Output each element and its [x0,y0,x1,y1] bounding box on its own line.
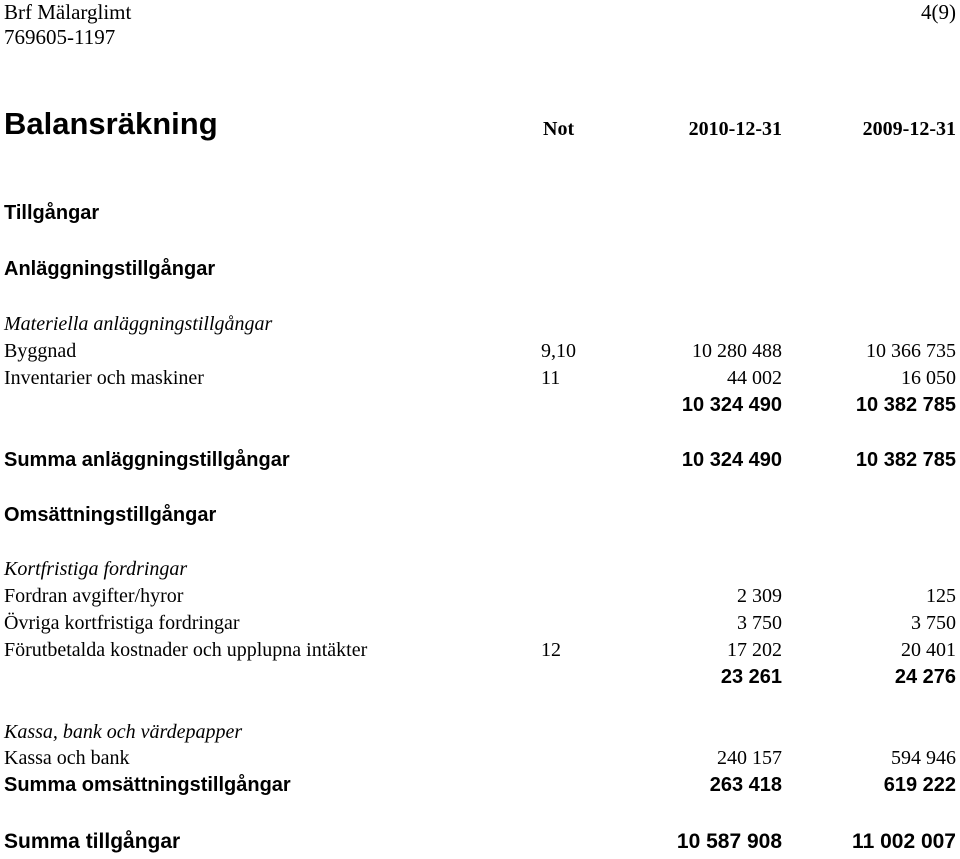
section-heading-current-assets [0,502,960,528]
subtotal-row [0,392,960,418]
row-value-year2: 619 222 [883,774,956,796]
section-heading-assets [0,200,960,226]
row-note: 11 [541,367,561,389]
row-label: Byggnad [4,340,77,362]
column-header-note: Not [543,118,575,140]
row-value-year1: 10 324 490 [681,449,782,471]
row-value-year2: 594 946 [891,747,956,769]
row-value-year2: 10 382 785 [855,394,956,416]
table-row [0,583,960,609]
row-value-year1: 2 309 [737,585,782,607]
row-value-year1: 10 587 908 [676,830,782,853]
row-value-year2: 10 366 735 [866,340,956,362]
row-value-year1: 10 324 490 [681,394,782,416]
table-row [0,365,960,391]
row-note: 12 [541,639,561,661]
column-header-year2: 2009-12-31 [862,118,956,140]
row-value-year2: 10 382 785 [855,449,956,471]
subsection-label: Kassa, bank och värdepapper [4,721,243,743]
total-row [0,447,960,473]
row-value-year2: 16 050 [901,367,956,389]
row-value-year1: 10 280 488 [692,340,782,362]
row-value-year1: 263 418 [709,774,782,796]
subsection-heading-cash [0,719,960,745]
subtotal-row [0,664,960,690]
row-value-year1: 240 157 [717,747,782,769]
table-row [0,745,960,771]
page-number: 4(9) [921,0,956,24]
table-row [0,338,960,364]
row-value-year2: 125 [926,585,956,607]
row-label: Övriga kortfristiga fordringar [4,612,240,634]
row-value-year1: 44 002 [727,367,782,389]
row-note: 9,10 [541,340,576,362]
organization-number: 769605-1197 [4,25,116,49]
column-header-year1: 2010-12-31 [688,118,782,140]
subsection-label: Kortfristiga fordringar [4,558,188,580]
page-title: Balansräkning [4,106,218,141]
organization-name: Brf Mälarglimt [4,0,132,24]
subsection-heading-tangible [0,311,960,337]
table-row [0,610,960,636]
subsection-heading-receivables [0,556,960,582]
row-label: Kassa och bank [4,747,130,769]
table-row [0,637,960,663]
row-label: Summa tillgångar [4,830,181,853]
row-value-year2: 24 276 [894,666,956,688]
row-label: Inventarier och maskiner [4,367,204,389]
row-label: Summa anläggningstillgångar [4,449,290,471]
row-label: Fordran avgifter/hyror [4,585,184,607]
section-label: Tillgångar [4,202,100,224]
section-label: Omsättningstillgångar [4,504,217,526]
row-value-year1: 17 202 [727,639,782,661]
row-value-year2: 20 401 [901,639,956,661]
row-value-year2: 3 750 [911,612,956,634]
section-label: Anläggningstillgångar [4,258,216,280]
row-label: Summa omsättningstillgångar [4,774,291,796]
row-label: Förutbetalda kostnader och upplupna intäkter [4,639,368,661]
total-row [0,772,960,798]
row-value-year1: 3 750 [737,612,782,634]
row-value-year2: 11 002 007 [852,830,956,853]
grand-total-row [0,829,960,855]
subsection-label: Materiella anläggningstillgångar [4,313,273,335]
row-value-year1: 23 261 [720,666,782,688]
section-heading-fixed-assets [0,256,960,282]
